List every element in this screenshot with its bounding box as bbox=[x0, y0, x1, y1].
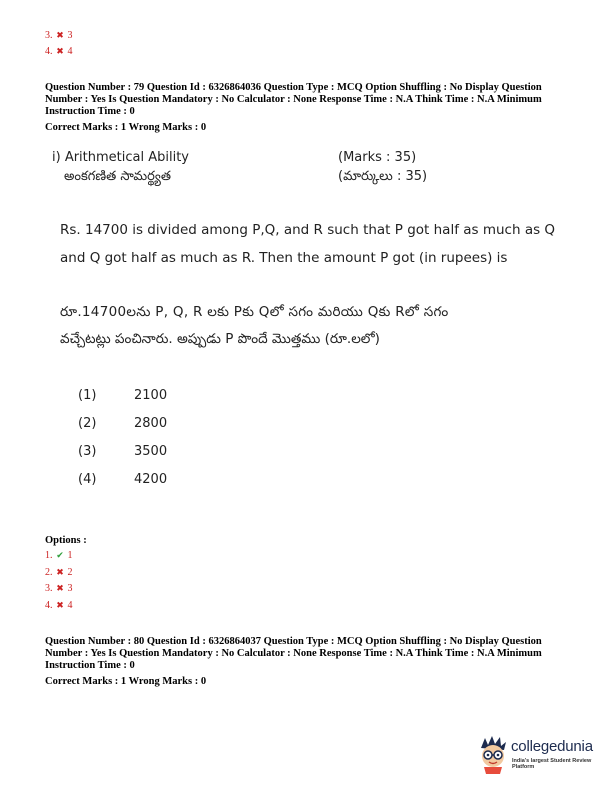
section-title-en: i) Arithmetical Ability bbox=[52, 150, 190, 165]
cross-icon: ✖ bbox=[56, 568, 64, 578]
question-79-marks: Correct Marks : 1 Wrong Marks : 0 bbox=[45, 122, 207, 133]
choice-1: (1) 2100 bbox=[78, 388, 168, 403]
collegedunia-logo bbox=[476, 734, 606, 774]
option-3: 3. ✖ 3 bbox=[45, 583, 73, 594]
option-4: 4. ✖ 4 bbox=[45, 600, 73, 611]
choice-2: (2) 2800 bbox=[78, 416, 168, 431]
choice-3: (3) 3500 bbox=[78, 444, 168, 459]
prev-option-4: 4. ✖ 4 bbox=[45, 46, 73, 57]
logo-tagline: India's largest Student Review Platform bbox=[512, 758, 592, 770]
question-text-en-line1: Rs. 14700 is divided among P,Q, and R such that P got half as much as Q bbox=[60, 222, 556, 238]
check-icon: ✔ bbox=[56, 551, 64, 561]
question-text-te-line2: వచ్చేటట్లు పంచినారు. అప్పుడు P పొందే మొత్తము (రూ.లలో) bbox=[60, 331, 380, 347]
question-text-te-line1: రూ.14700లను P, Q, R లకు Pకు Qలో సగం మరియు Qకు Rలో సగం bbox=[60, 304, 449, 320]
question-80-marks: Correct Marks : 1 Wrong Marks : 0 bbox=[45, 676, 207, 687]
cross-icon: ✖ bbox=[56, 601, 64, 611]
question-79-meta: Question Number : 79 Question Id : 6326864036 Question Type : MCQ Option Shuffling : No Display Question Number : Yes Is Question Mandatory : No Calculator : None Response Time : N.A Think Time : N.A Minimum Instruction Time : 0 bbox=[45, 82, 542, 117]
logo-wordmark: collegedunia bbox=[511, 738, 593, 755]
section-title-te: అంకగణిత సామర్థ్యత bbox=[64, 169, 172, 184]
section-marks-te: (మార్కులు : 35) bbox=[338, 169, 428, 184]
section-marks-en: (Marks : 35) bbox=[338, 150, 417, 165]
choice-4: (4) 4200 bbox=[78, 472, 168, 487]
cross-icon: ✖ bbox=[56, 47, 64, 57]
cross-icon: ✖ bbox=[56, 31, 64, 41]
options-label: Options : bbox=[45, 535, 87, 546]
prev-option-3: 3. ✖ 3 bbox=[45, 30, 73, 41]
option-1: 1. ✔ 1 bbox=[45, 550, 73, 561]
option-2: 2. ✖ 2 bbox=[45, 567, 73, 578]
mascot-icon bbox=[476, 734, 510, 774]
cross-icon: ✖ bbox=[56, 584, 64, 594]
question-80-meta: Question Number : 80 Question Id : 6326864037 Question Type : MCQ Option Shuffling : No Display Question Number : Yes Is Question Mandatory : No Calculator : None Response Time : N.A Think Time : N.A Minimum Instruction Time : 0 bbox=[45, 636, 542, 671]
question-text-en-line2: and Q got half as much as R. Then the amount P got (in rupees) is bbox=[60, 250, 508, 266]
